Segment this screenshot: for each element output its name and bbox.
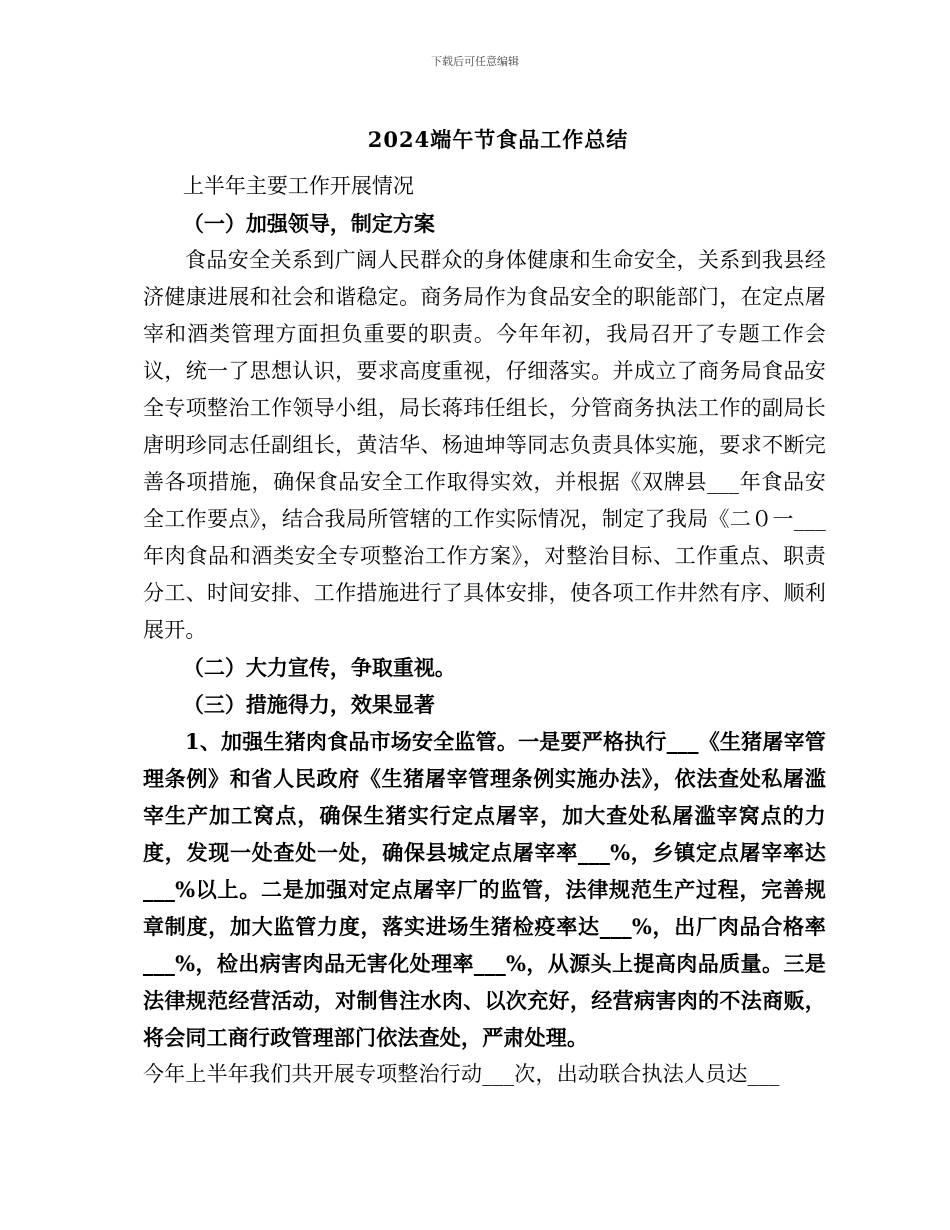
paragraph-enforcement: 今年上半年我们共开展专项整治行动___次，出动联合执法人员达___ bbox=[143, 1062, 780, 1086]
paragraph-pork-supervision: 1、加强生猪肉食品市场安全监管。一是要严格执行___《生猪屠宰管理条例》和省人民政府《生猪屠宰管理条例实施办法》，依法查处私屠滥宰生产加工窝点，确保生猪实行定点屠宰，加大查处私屠滥宰窝点的力度，发现一处查处一处，确保县城定点屠宰率___%，乡镇定点屠宰率达___%以上。二是加强对定点屠宰厂的监管，法律规范生产过程，完善规章制度，加大监管力度，落实进场生猪检疫率达___%，出厂肉品合格率___%，检出病害肉品无害化处理率___%，从源头上提高肉品质量。三是法律规范经营活动，对制售注水肉、以次充好，经营病害肉的不法商贩，将会同工商行政管理部门依法查处，严肃处理。 bbox=[143, 729, 826, 1050]
paragraph-leadership: 食品安全关系到广阔人民群众的身体健康和生命安全，关系到我县经济健康进展和社会和谐稳定。商务局作为食品安全的职能部门，在定点屠宰和酒类管理方面担负重要的职责。今年年初，我局召开了专题工作会议，统一了思想认识，要求高度重视，仔细落实。并成立了商务局食品安全专项整治工作领导小组，局长蒋玮任组长，分管商务执法工作的副局长唐明珍同志任副组长，黄洁华、杨迪坤等同志负责具体实施，要求不断完善各项措施，确保食品安全工作取得实效，并根据《双牌县___年食品安全工作要点》，结合我局所管辖的工作实际情况，制定了我局《二０一___年肉食品和酒类安全专项整治工作方案》，对整治目标、工作重点、职责分工、时间安排、工作措施进行了具体安排，使各项工作井然有序、顺利展开。 bbox=[143, 248, 826, 642]
document-body bbox=[143, 168, 826, 1093]
section-heading-3: （三）措施得力，效果显著 bbox=[182, 692, 435, 717]
section-heading-overview: 上半年主要工作开展情况 bbox=[182, 174, 414, 198]
section-heading-1: （一）加强领导，制定方案 bbox=[182, 211, 435, 236]
header-note: 下载后可任意编辑 bbox=[431, 55, 519, 68]
document-title: 2024端午节食品工作总结 bbox=[367, 127, 629, 152]
section-heading-2: （二）大力宣传，争取重视。 bbox=[182, 655, 456, 680]
